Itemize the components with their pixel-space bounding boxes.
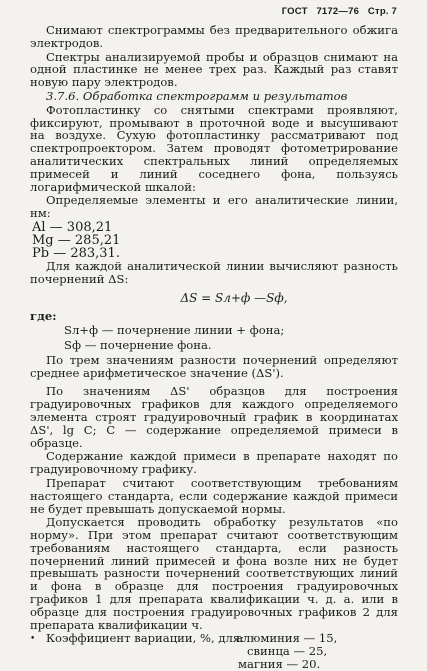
paragraph-6: По трем значениям разности почернений определяют среднее арифметическое значение (ΔS'). bbox=[30, 352, 398, 380]
paragraph-4: Определяемые элементы и его аналитические линии, нм: bbox=[30, 193, 398, 221]
coefficient-aluminium: алюминия — 15, bbox=[236, 631, 338, 646]
coefficient-row-3 bbox=[30, 658, 398, 671]
coefficient-row-2 bbox=[30, 645, 398, 658]
paragraph-10: Допускается проводить обработку результатов «по норму». При этом препарат считают соответствующим требованиям настоящего стандарта, если разность почернений линий примесей и фона возле них не будет превышать разности почернений соответствующих линий и фона в образце для построения градуировочных графиков 1 для препарата квалификации ч. д. а. или в образце для построения градуировочных графиков 2 для препарата квалификации ч. bbox=[30, 515, 398, 632]
paragraph-1: Снимают спектрограммы без предварительного обжига электродов. bbox=[30, 23, 398, 50]
bullet-mark: • bbox=[30, 634, 36, 645]
page-header bbox=[276, 6, 397, 17]
paragraph-7: По значениям ΔS' образцов для построения градуировочных графиков для каждого определяемого элемента строят градуировочный график в координатах ΔS', lg C; C — содержание определяемой примеси в образце. bbox=[30, 384, 398, 450]
element-line-al: Al — 308,21 bbox=[32, 219, 113, 235]
section-title: 3.7.6. Обработка спектрограмм и результатов bbox=[46, 88, 348, 103]
where-label: где: bbox=[30, 309, 57, 324]
paragraph-9: Препарат считают соответствующим требованиям настоящего стандарта, если содержание каждой примеси не будет превышать допускаемой нормы. bbox=[30, 475, 398, 516]
element-line-pb: Pb — 283,31. bbox=[32, 245, 120, 261]
paragraph-2: Спектры анализируемой пробы и образцов снимают на одной пластинке не менее трех раз. Каждый раз ставят новую пару электродов. bbox=[30, 49, 398, 90]
coefficient-row-1 bbox=[30, 632, 398, 645]
coefficient-magnesium: магния — 20. bbox=[238, 657, 321, 671]
paragraph-8: Содержание каждой примеси в препарате находят по градуировочному графику. bbox=[30, 449, 398, 477]
standard-number: 7172—76 bbox=[316, 6, 360, 17]
formula: ΔS = Sл+ф —Sф, bbox=[180, 290, 288, 305]
element-line-mg: Mg — 285,21 bbox=[32, 232, 121, 248]
paragraph-3: Фотопластинку со снятыми спектрами проявляют, фиксируют, промывают в проточной воде и высушивают на воздухе. Сухую фотопластинку рассматривают под спектропроектором. Затем проводят фотометрирование аналитических спектральных линий определяемых примесей и линий соседнего фона, пользуясь логарифмической шкалой: bbox=[30, 102, 398, 194]
page-number: Стр. 7 bbox=[367, 6, 397, 17]
standard-label: ГОСТ bbox=[281, 6, 308, 17]
definition-1: Sл+ф — почернение линии + фона; bbox=[64, 323, 285, 338]
coefficient-lead: Коэффициент вариации, %, для: bbox=[46, 631, 245, 646]
document-body bbox=[30, 24, 398, 671]
paragraph-5: Для каждой аналитической линии вычисляют разность почернений ΔS: bbox=[30, 258, 398, 286]
definition-2: Sф — почернение фона. bbox=[64, 337, 212, 352]
coefficient-lead: свинца — 25, bbox=[247, 644, 328, 659]
